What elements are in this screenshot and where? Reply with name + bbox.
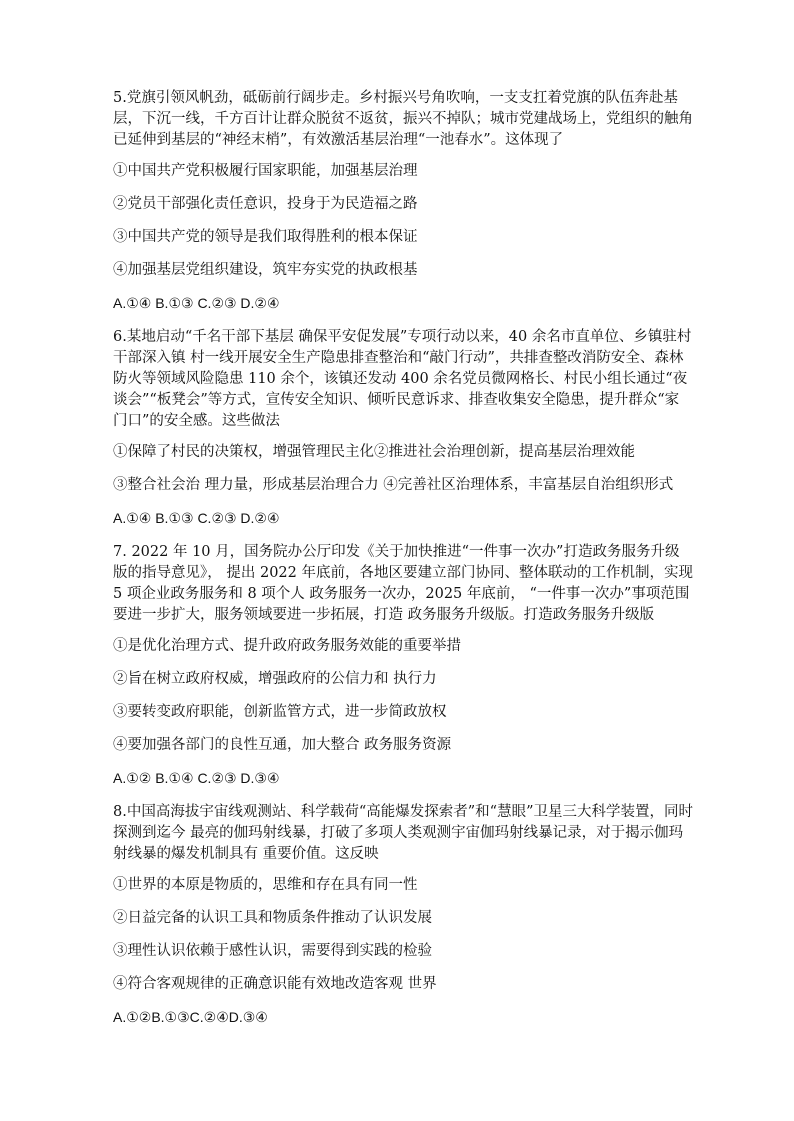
question-5 bbox=[113, 88, 693, 314]
option-1: ①世界的本原是物质的，思维和存在具有同一性 bbox=[113, 877, 418, 893]
question-stem: 7. 2022 年 10 月，国务院办公厅印发《关于加快推进“一件事一次办”打造政务服务升级版的指导意见》， 提出 2022 年底前，各地区要建立部门协同、整体联动的工作机制，实现 5 项企业政务服务和 8 项个人 政务服务一次办，2025 年底前， “一件事一次办”事项范围要进一步扩大，服务领域要进一步拓展，打造 政务服务升级版。打造政务服务升级版 bbox=[113, 544, 693, 623]
option-3: ③中国共产党的领导是我们取得胜利的根本保证 bbox=[113, 229, 418, 245]
option-2: ②日益完备的认识工具和物质条件推动了认识发展 bbox=[113, 910, 432, 926]
option-3: ③理性认识依赖于感性认识，需要得到实践的检验 bbox=[113, 943, 432, 959]
option-3: ③要转变政府职能，创新监管方式，进一步简政放权 bbox=[113, 704, 447, 720]
option-1: ①中国共产党积极履行国家职能，加强基层治理 bbox=[113, 163, 418, 179]
question-7 bbox=[113, 542, 693, 789]
option-4: ④符合客观规律的正确意识能有效地改造客观 世界 bbox=[113, 976, 437, 992]
question-stem: 6.某地启动“千名干部下基层 确保平安促发展”专项行动以来，40 余名市直单位、乡镇驻村干部深入镇 村一线开展安全生产隐患排查整治和“敲门行动”，共排查整改消防安全、森林防火等领域风险隐患 110 余个，该镇还发动 400 余名党员微网格长、村民小组长通过“夜谈会”“板凳会”等方式，宣传安全知识、倾听民意诉求、排查收集安全隐患，提升群众“家门口”的安全感。这些做法 bbox=[113, 329, 692, 429]
option-2: ②旨在树立政府权威，增强政府的公信力和 执行力 bbox=[113, 671, 437, 687]
option-1-2: ①保障了村民的决策权，增强管理民主化②推进社会治理创新，提高基层治理效能 bbox=[113, 444, 635, 460]
question-6 bbox=[113, 327, 693, 529]
option-2: ②党员干部强化责任意识，投身于为民造福之路 bbox=[113, 196, 418, 212]
answer-choices: A.①④ B.①③ C.②③ D.②④ bbox=[113, 295, 280, 311]
question-stem: 8.中国高海拔宇宙线观测站、科学载荷“高能爆发探索者”和“慧眼”卫星三大科学装置，同时探测到迄今 最亮的伽玛射线暴，打破了多项人类观测宇宙伽玛射线暴记录，对于揭示伽玛射线暴的爆发机制具有 重要价值。这反映 bbox=[113, 804, 693, 862]
option-4: ④要加强各部门的良性互通，加大整合 政务服务资源 bbox=[113, 737, 452, 753]
document-page bbox=[113, 88, 693, 1041]
answer-choices: A.①② B.①④ C.②③ D.③④ bbox=[113, 770, 280, 786]
answer-choices: A.①②B.①③C.②④D.③④ bbox=[113, 1009, 268, 1025]
question-stem: 5.党旗引领风帆劲，砥砺前行阔步走。乡村振兴号角吹响，一支支扛着党旗的队伍奔赴基层，下沉一线，千方百计让群众脱贫不返贫，振兴不掉队；城市党建战场上，党组织的触角已延伸到基层的“神经末梢”，有效激活基层治理“一池春水”。这体现了 bbox=[113, 90, 693, 148]
answer-choices: A.①④ B.①③ C.②③ D.②④ bbox=[113, 510, 280, 526]
option-3-4: ③整合社会治 理力量，形成基层治理合力 ④完善社区治理体系，丰富基层自治组织形式 bbox=[113, 477, 674, 493]
option-1: ①是优化治理方式、提升政府政务服务效能的重要举措 bbox=[113, 638, 461, 654]
question-8 bbox=[113, 802, 693, 1028]
option-4: ④加强基层党组织建设，筑牢夯实党的执政根基 bbox=[113, 262, 418, 278]
